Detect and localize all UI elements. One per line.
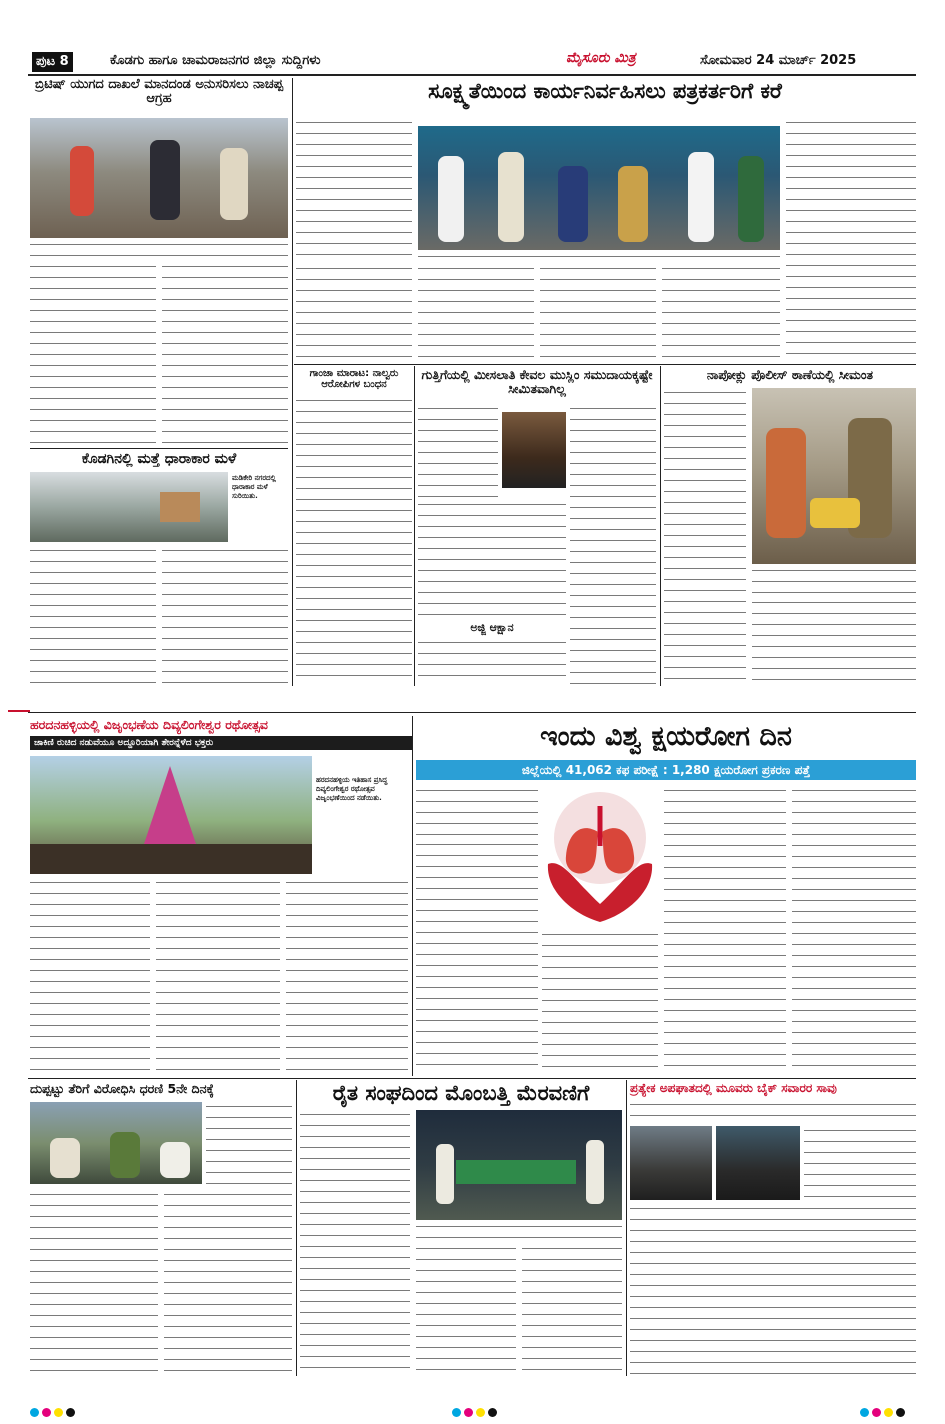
headline-harada-rathotsava: ಹರದನಹಳ್ಳಿಯಲ್ಲಿ ವಿಜೃಂಭಣೆಯ ದಿವ್ಯಲಿಂಗೇಶ್ವರ ರಥೋತ್ಸವ [30, 717, 268, 732]
headline-tb-day: ಇಂದು ವಿಶ್ವ ಕ್ಷಯರೋಗ ದಿನ [416, 716, 916, 758]
photo-protest [30, 118, 288, 238]
column-rule [414, 366, 415, 686]
page-number-badge [32, 52, 73, 72]
subhead-tb: ಜಿಲ್ಲೆಯಲ್ಲಿ 41,062 ಕಫ ಪರೀಕ್ಷೆ : 1,280 ಕ್ಷಯರೋಗ ಪ್ರಕರಣ ಪತ್ತೆ [416, 760, 916, 780]
tb-lungs-illustration [542, 786, 658, 926]
issue-date: ಸೋಮವಾರ 24 ಮಾರ್ಚ್ 2025 [700, 53, 857, 68]
article-body-raitha-col1 [300, 1110, 410, 1376]
page-label: ಪುಟ [36, 54, 56, 69]
page-number: 8 [59, 54, 69, 69]
headline-police-seemantha: ನಾಪೋಕ್ಲು ಪೊಲೀಸ್ ಠಾಣೆಯಲ್ಲಿ ಸೀಮಂತ [706, 367, 874, 382]
article-body-journalists-col1b [296, 264, 412, 362]
headline-ajji: ಅಜ್ಜಿ ಆಕ್ಷಾನ [470, 621, 514, 634]
article-body-british-col2 [162, 262, 288, 444]
article-body-police-col1 [664, 388, 746, 686]
article-body-police-col2 [752, 598, 916, 686]
article-body-harada-col3 [286, 878, 408, 1070]
article-body-journalists-col3 [540, 264, 656, 362]
article-body-gutti-col1a [418, 404, 498, 500]
headline-journalists: ಸೂಕ್ಷ್ಮತೆಯಿಂದ ಕಾರ್ಯನಿರ್ವಹಿಸಲು ಪತ್ರಕರ್ತರಿಗೆ ಕರೆ [428, 79, 782, 103]
photo-caption-dupattu [206, 1102, 292, 1184]
photo-caption-british [30, 240, 288, 258]
article-body-tb-col2 [542, 930, 658, 1070]
column-rule [660, 366, 661, 686]
photo-caption-rain: ಮಡಿಕೇರಿ ನಗರದಲ್ಲಿ ಧಾರಾಕಾರ ಮಳೆ ಸುರಿಯಿತು. [232, 474, 276, 500]
divider [30, 448, 288, 449]
divider [294, 364, 916, 365]
article-body-harada-col1 [30, 878, 150, 1070]
photo-portrait-speaker [502, 412, 566, 488]
divider-middle [28, 712, 916, 713]
article-body-ajji [418, 638, 566, 686]
photo-journalists-event [418, 126, 780, 250]
article-body-gaanja [296, 396, 412, 686]
subhead-harada: ಜಾಕಿಣಿ ರುಚಿದ ನಡುವೆಯೂ ಅದ್ದೂರಿಯಾಗಿ ತೇರನ್ನೆಳೆದ ಭಕ್ತರು [30, 736, 412, 750]
article-body-dupattu-col2 [164, 1190, 292, 1376]
article-body-tb-col1 [416, 840, 538, 1070]
headline-bike-accidents: ಪ್ರತ್ಯೇಕ ಅಪಘಾತದಲ್ಲಿ ಮೂವರು ಬೈಕ್ ಸವಾರರ ಸಾವು [630, 1081, 837, 1095]
article-body-journalists-col1 [296, 118, 412, 258]
photo-caption-police [752, 566, 916, 594]
article-body-rain-col2 [162, 546, 288, 686]
newspaper-name: ಮೈಸೂರು ಮಿತ್ರ [566, 50, 636, 66]
photo-caption-journalists [418, 252, 780, 262]
article-body-tb-col3 [664, 786, 786, 1070]
headline-farmers-candle-march: ರೈತ ಸಂಘದಿಂದ ಮೊಂಬತ್ತಿ ಮೆರವಣಿಗೆ [332, 1081, 590, 1105]
divider-lower [28, 1078, 916, 1079]
registration-dots-left [30, 1402, 78, 1421]
article-body-british-col1 [30, 262, 156, 444]
article-body-bike [630, 1204, 916, 1376]
fold-mark-left [8, 710, 30, 712]
article-body-raitha-col2 [416, 1244, 516, 1376]
photo-candle-march [416, 1110, 622, 1220]
headline-gaanja: ಗಾಂಜಾ ಮಾರಾಟ: ನಾಲ್ವರು ಆರೋಪಿಗಳ ಬಂಧನ [309, 368, 399, 390]
column-rule [626, 1080, 627, 1376]
article-body-rain-col1 [30, 546, 156, 686]
headline-rain: ಕೊಡಗಿನಲ್ಲಿ ಮತ್ತೆ ಧಾರಾಕಾರ ಮಳೆ [81, 451, 237, 467]
photo-chariot-festival [30, 756, 312, 874]
section-title: ಕೊಡಗು ಹಾಗೂ ಚಾಮರಾಜನಗರ ಜಿಲ್ಲಾ ಸುದ್ದಿಗಳು [110, 53, 321, 68]
registration-dots-center [452, 1402, 500, 1421]
article-body-journalists-col3b [662, 264, 780, 362]
photo-rain [30, 472, 228, 542]
registration-dots-right [860, 1402, 908, 1421]
article-body-gutti-col1b [418, 500, 566, 618]
article-body-journalists-col4 [786, 118, 916, 362]
photo-protest-dharani [30, 1102, 202, 1184]
column-rule [292, 78, 293, 686]
photo-victim-1 [630, 1126, 712, 1200]
photo-victim-2 [716, 1126, 800, 1200]
article-body-dupattu-col1 [30, 1190, 158, 1376]
photo-police-seemantha [752, 388, 916, 564]
article-body-gutti-col2 [570, 404, 656, 686]
article-body-harada-col2 [156, 878, 280, 1070]
article-body-raitha-col3 [522, 1244, 622, 1376]
article-body-tb-col1a [416, 786, 538, 836]
article-body-bike-intro [630, 1100, 916, 1124]
article-body-bike-side [804, 1126, 916, 1200]
headline-british-records: ಬ್ರಿಟಿಷ್ ಯುಗದ ದಾಖಲೆ ಮಾನದಂಡ ಅನುಸರಿಸಲು ನಾಚಪ್ಪ ಆಗ್ರಹ [34, 77, 284, 107]
headline-reservation: ಗುತ್ತಿಗೆಯಲ್ಲಿ ಮೀಸಲಾತಿ ಕೇವಲ ಮುಸ್ಲಿಂ ಸಮುದಾಯಕ್ಕಷ್ಟೇ ಸೀಮಿತವಾಗಿಲ್ಲ [421, 367, 653, 396]
article-body-tb-col4 [792, 786, 916, 1070]
photo-caption-raitha [416, 1222, 622, 1240]
column-rule [412, 716, 413, 1076]
photo-caption-harada: ಹರದನಹಳ್ಳಿಯ ಇತಿಹಾಸ ಪ್ರಸಿದ್ಧ ದಿವ್ಯಲಿಂಗೇಶ್ವರ ರಥೋತ್ಸವ ವಿಜೃಂಭಣೆಯಿಂದ ನಡೆಯಿತು. [316, 776, 388, 802]
article-body-journalists-col2 [418, 264, 534, 362]
column-rule [296, 1080, 297, 1376]
headline-double-tax-protest: ದುಪ್ಪಟ್ಟು ತೆರಿಗೆ ವಿರೋಧಿಸಿ ಧರಣಿ 5ನೇ ದಿನಕ್ಕೆ [30, 1081, 214, 1096]
